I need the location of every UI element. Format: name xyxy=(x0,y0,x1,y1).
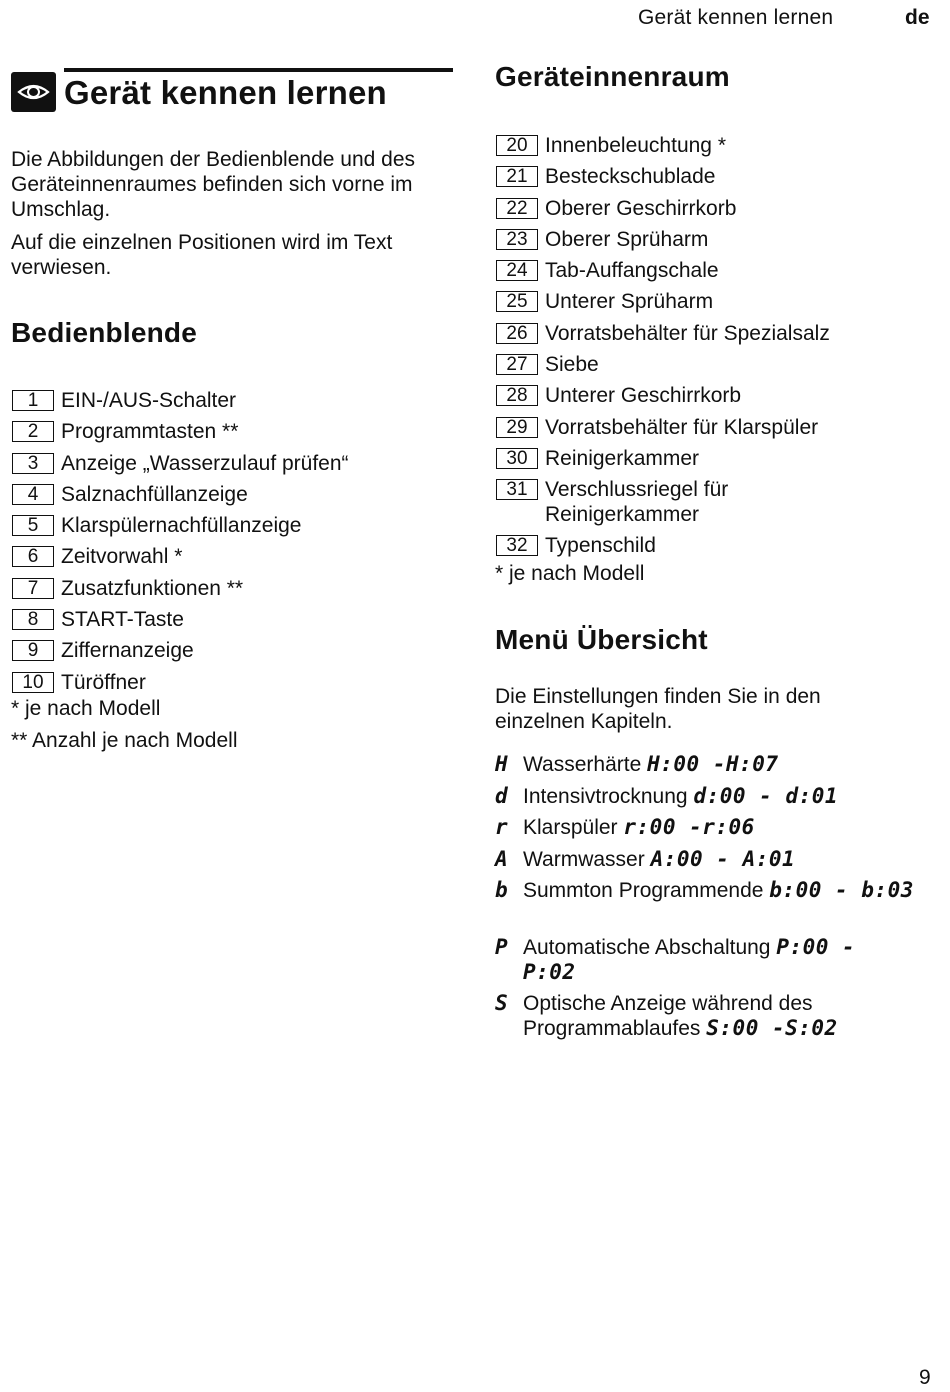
item-label: EIN-/AUS-Schalter xyxy=(61,389,237,412)
item-number: 3 xyxy=(12,453,54,474)
list-item xyxy=(495,321,935,352)
item-number: 10 xyxy=(12,672,54,693)
list-item xyxy=(11,576,451,607)
menu-symbol: P xyxy=(495,934,508,959)
list-item xyxy=(495,477,805,533)
item-number: 21 xyxy=(496,166,538,187)
list-item xyxy=(495,533,935,560)
footnote-count: ** Anzahl je nach Modell xyxy=(11,729,238,752)
list-item xyxy=(11,388,451,419)
footnote-model: * je nach Modell xyxy=(11,697,161,720)
item-label: Reinigerkammer xyxy=(545,446,700,470)
menu-item xyxy=(495,878,915,935)
item-label: Programmtasten ** xyxy=(61,420,239,444)
innenraum-list xyxy=(495,133,935,560)
item-label: Anzeige „Wasserzulauf prüfen“ xyxy=(61,451,349,475)
menu-label: Wasserhärte xyxy=(523,753,642,776)
item-number: 22 xyxy=(496,198,538,219)
item-label: Siebe xyxy=(545,353,599,377)
list-item xyxy=(495,164,935,195)
item-number: 4 xyxy=(12,484,54,505)
page-title: Gerät kennen lernen xyxy=(64,74,387,111)
item-label: Vorratsbehälter für Klarspüler xyxy=(545,415,819,439)
item-number: 6 xyxy=(12,546,54,567)
item-label: Tab-Auffangschale xyxy=(545,259,719,283)
item-label: Verschlussriegel für Reinigerkammer xyxy=(545,478,729,527)
menu-range: r:00 -r:06 xyxy=(623,815,755,839)
item-label: Salznachfüllanzeige xyxy=(61,482,248,506)
item-number: 8 xyxy=(12,609,54,630)
item-label: Türöffner xyxy=(61,670,146,694)
item-number: 27 xyxy=(496,354,538,375)
menu-item xyxy=(495,847,915,879)
title-rule xyxy=(64,68,453,72)
running-header-title: Gerät kennen lernen xyxy=(638,6,834,29)
menu-label: Optische Anzeige während des Programmablaufes xyxy=(523,992,813,1040)
page-number: 9 xyxy=(919,1366,931,1389)
menu-symbol: r xyxy=(495,815,508,839)
menu-label: Warmwasser xyxy=(523,847,645,871)
item-number: 26 xyxy=(496,323,538,344)
list-item xyxy=(11,670,451,697)
menu-symbol: d xyxy=(495,783,508,808)
menu-item xyxy=(495,784,915,816)
item-number: 29 xyxy=(496,417,538,438)
bedienblende-list xyxy=(11,388,451,697)
menu-range: S:00 -S:02 xyxy=(706,1016,838,1040)
item-label: Unterer Sprüharm xyxy=(545,290,714,314)
menu-item xyxy=(495,991,903,1048)
list-item xyxy=(495,133,935,164)
item-label: Besteckschublade xyxy=(545,165,716,189)
menu-range: A:00 - A:01 xyxy=(650,846,796,871)
list-item xyxy=(495,446,935,477)
item-number: 32 xyxy=(496,535,538,556)
section-heading-menu: Menü Übersicht xyxy=(495,624,708,655)
list-item xyxy=(11,482,451,513)
language-code: de xyxy=(905,6,930,29)
menu-range: b:00 - b:03 xyxy=(769,878,914,902)
list-item xyxy=(495,289,935,320)
list-item xyxy=(11,419,451,450)
item-label: Klarspülernachfüllanzeige xyxy=(61,514,302,538)
item-number: 25 xyxy=(496,291,538,312)
list-item xyxy=(11,513,451,544)
list-item xyxy=(495,415,935,446)
menu-intro: Die Einstellungen finden Sie in den einzelnen Kapiteln. xyxy=(495,685,821,733)
menu-symbol: S xyxy=(495,991,508,1015)
list-item xyxy=(11,451,451,482)
footnote-model: * je nach Modell xyxy=(495,562,645,585)
list-item xyxy=(495,196,935,227)
item-label: Zusatzfunktionen ** xyxy=(61,576,244,600)
list-item xyxy=(11,607,451,638)
item-label: Innenbeleuchtung * xyxy=(545,134,726,157)
menu-item xyxy=(495,815,915,847)
menu-range: P:00 - P:02 xyxy=(523,934,856,984)
intro-paragraph-2: Auf die einzelnen Positionen wird im Text verwiesen. xyxy=(11,231,393,279)
menu-label: Automatische Abschaltung xyxy=(523,935,771,959)
menu-range: d:00 - d:01 xyxy=(693,783,839,808)
item-number: 20 xyxy=(496,135,538,156)
list-item xyxy=(495,258,935,289)
menu-range: H:00 -H:07 xyxy=(647,752,779,776)
section-heading-innenraum: Geräteinnenraum xyxy=(495,61,730,92)
list-item xyxy=(495,227,935,258)
item-label: START-Taste xyxy=(61,608,184,632)
item-label: Zeitvorwahl * xyxy=(61,545,183,569)
item-label: Vorratsbehälter für Spezialsalz xyxy=(545,321,830,345)
menu-label: Intensivtrocknung xyxy=(523,784,688,808)
item-number: 1 xyxy=(12,390,54,411)
item-number: 9 xyxy=(12,640,54,661)
section-heading-bedienblende: Bedienblende xyxy=(11,317,197,348)
item-number: 7 xyxy=(12,578,54,599)
eye-icon xyxy=(11,72,56,112)
item-label: Ziffernanzeige xyxy=(61,639,194,663)
item-number: 30 xyxy=(496,448,538,469)
menu-label: Klarspüler xyxy=(523,816,618,839)
menu-label: Summton Programmende xyxy=(523,879,764,902)
item-number: 28 xyxy=(496,385,538,406)
item-label: Unterer Geschirrkorb xyxy=(545,384,742,408)
item-label: Oberer Sprüharm xyxy=(545,227,709,251)
menu-item xyxy=(495,752,915,784)
menu-item xyxy=(495,935,915,992)
item-label: Typenschild xyxy=(545,534,656,558)
item-number: 2 xyxy=(12,421,54,442)
item-number: 5 xyxy=(12,515,54,536)
list-item xyxy=(11,544,451,575)
item-number: 24 xyxy=(496,260,538,281)
intro-paragraph-1: Die Abbildungen der Bedienblende und des Geräteinnenraumes befinden sich vorne im Umschlag. xyxy=(11,148,415,221)
item-number: 31 xyxy=(496,479,538,500)
menu-symbol: H xyxy=(495,752,508,776)
menu-symbol: A xyxy=(495,846,508,871)
list-item xyxy=(495,383,935,414)
list-item xyxy=(11,638,451,669)
menu-list xyxy=(495,752,915,1048)
list-item xyxy=(495,352,935,383)
item-label: Oberer Geschirrkorb xyxy=(545,196,737,220)
menu-symbol: b xyxy=(495,878,508,902)
item-number: 23 xyxy=(496,229,538,250)
